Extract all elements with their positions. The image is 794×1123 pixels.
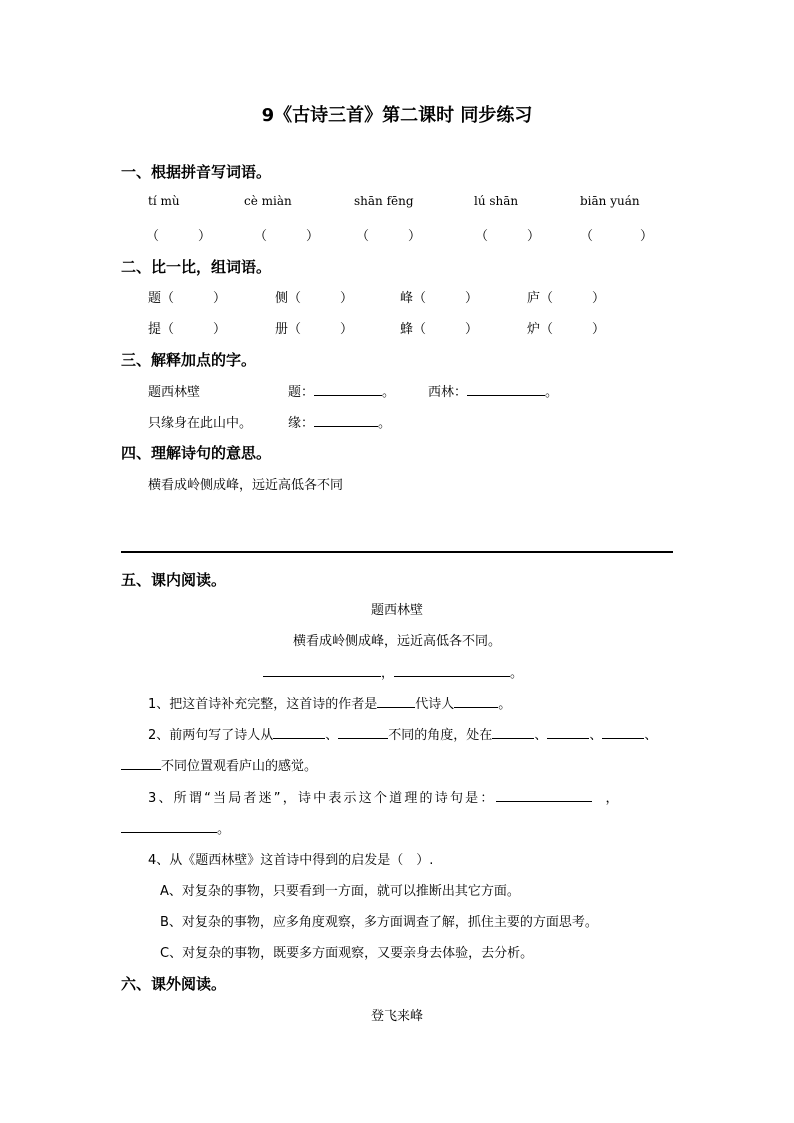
answer-line[interactable] — [454, 694, 498, 708]
option-a[interactable]: A、对复杂的事物，只要看到一方面，就可以推断出其它方面。 — [160, 884, 520, 899]
answer-line[interactable] — [121, 819, 217, 833]
answer-line[interactable] — [496, 788, 592, 802]
answer-line[interactable] — [467, 382, 545, 396]
label-xilin: 西林： — [428, 385, 468, 400]
punct: 、 — [534, 728, 548, 743]
explain-yuan — [288, 412, 391, 431]
question-2-cont — [121, 755, 317, 774]
section-2-heading: 二、比一比，组词语。 — [121, 258, 272, 276]
punct: 、 — [644, 728, 658, 743]
answer-blank[interactable]: （ ） — [356, 229, 422, 244]
punct: 。 — [510, 666, 524, 681]
poem-title-2: 登飞来峰 — [370, 1009, 423, 1024]
punct: 。 — [545, 385, 559, 400]
question-1 — [148, 693, 511, 712]
section-6-heading: 六、课外阅读。 — [121, 975, 227, 993]
poem-line-2-blanks — [263, 662, 523, 681]
answer-rule[interactable] — [121, 551, 673, 553]
pinyin-cemian: cè miàn — [244, 194, 292, 208]
q2-text-c: 不同位置观看庐山的感觉。 — [161, 759, 318, 774]
q1-text-b: 代诗人 — [415, 697, 455, 712]
punct: ， — [381, 666, 395, 681]
answer-line[interactable] — [338, 725, 388, 739]
option-c[interactable]: C、对复杂的事物，既要多方面观察，又要亲身去体验，去分析。 — [160, 946, 534, 961]
pinyin-bianyuan: biān yuán — [580, 194, 640, 208]
q1-text-a: 1、把这首诗补充完整，这首诗的作者是 — [148, 697, 378, 712]
poem-line: 横看成岭侧成峰，远近高低各不同 — [148, 478, 344, 493]
explain-xilin — [428, 381, 558, 400]
phrase-tixilinbi: 题西林壁 — [148, 385, 201, 400]
answer-line[interactable] — [377, 694, 415, 708]
poem-title: 题西林壁 — [370, 603, 423, 618]
compare-item[interactable]: 庐（ ） — [527, 291, 606, 306]
page-title: 9《古诗三首》第二课时 同步练习 — [261, 105, 533, 126]
answer-line[interactable] — [547, 725, 589, 739]
punct: 。 — [498, 697, 512, 712]
option-b[interactable]: B、对复杂的事物，应多角度观察，多方面调查了解，抓住主要的方面思考。 — [160, 915, 598, 930]
answer-line[interactable] — [314, 413, 378, 427]
phrase-zhiyuan: 只缘身在此山中。 — [148, 416, 253, 431]
compare-item[interactable]: 题（ ） — [148, 291, 227, 306]
answer-line[interactable] — [314, 382, 382, 396]
punct: 、 — [589, 728, 603, 743]
compare-item[interactable]: 提（ ） — [148, 322, 227, 337]
punct: ， — [605, 791, 621, 806]
answer-line[interactable] — [273, 725, 325, 739]
section-5-heading: 五、课内阅读。 — [121, 571, 227, 589]
q2-text-b: 不同的角度，处在 — [388, 728, 493, 743]
compare-item[interactable]: 蜂（ ） — [400, 322, 479, 337]
punct: 。 — [217, 822, 231, 837]
section-3-heading: 三、解释加点的字。 — [121, 351, 257, 369]
answer-line[interactable] — [492, 725, 534, 739]
compare-item[interactable]: 侧（ ） — [275, 291, 354, 306]
answer-line[interactable] — [263, 663, 381, 677]
answer-line[interactable] — [602, 725, 644, 739]
section-4-heading: 四、理解诗句的意思。 — [121, 444, 272, 462]
answer-blank[interactable]: （ ） — [254, 229, 320, 244]
answer-blank[interactable]: （ ） — [475, 229, 541, 244]
poem-line-1: 横看成岭侧成峰，远近高低各不同。 — [292, 634, 501, 649]
punct: 。 — [382, 385, 396, 400]
pinyin-timu: tí mù — [148, 194, 180, 208]
question-3-cont — [121, 818, 230, 837]
compare-item[interactable]: 册（ ） — [275, 322, 354, 337]
punct: 。 — [378, 416, 392, 431]
question-2 — [148, 724, 657, 743]
punct: 、 — [325, 728, 339, 743]
label-yuan: 缘： — [288, 416, 315, 431]
pinyin-lushan: lú shān — [474, 194, 519, 208]
question-4: 4、从《题西林壁》这首诗中得到的启发是（ ）. — [148, 853, 434, 868]
question-3 — [148, 787, 621, 806]
explain-ti — [288, 381, 395, 400]
q2-text-a: 2、前两句写了诗人从 — [148, 728, 274, 743]
pinyin-shanfeng: shān fēng — [354, 194, 414, 208]
answer-line[interactable] — [394, 663, 510, 677]
compare-item[interactable]: 峰（ ） — [400, 291, 479, 306]
answer-line[interactable] — [121, 756, 161, 770]
label-ti: 题： — [288, 385, 315, 400]
q3-text: 3、所谓“当局者迷”，诗中表示这个道理的诗句是： — [148, 791, 496, 806]
answer-blank[interactable]: （ ） — [146, 229, 212, 244]
section-1-heading: 一、根据拼音写词语。 — [121, 163, 272, 181]
compare-item[interactable]: 炉（ ） — [527, 322, 606, 337]
answer-blank[interactable]: （ ） — [580, 229, 656, 244]
